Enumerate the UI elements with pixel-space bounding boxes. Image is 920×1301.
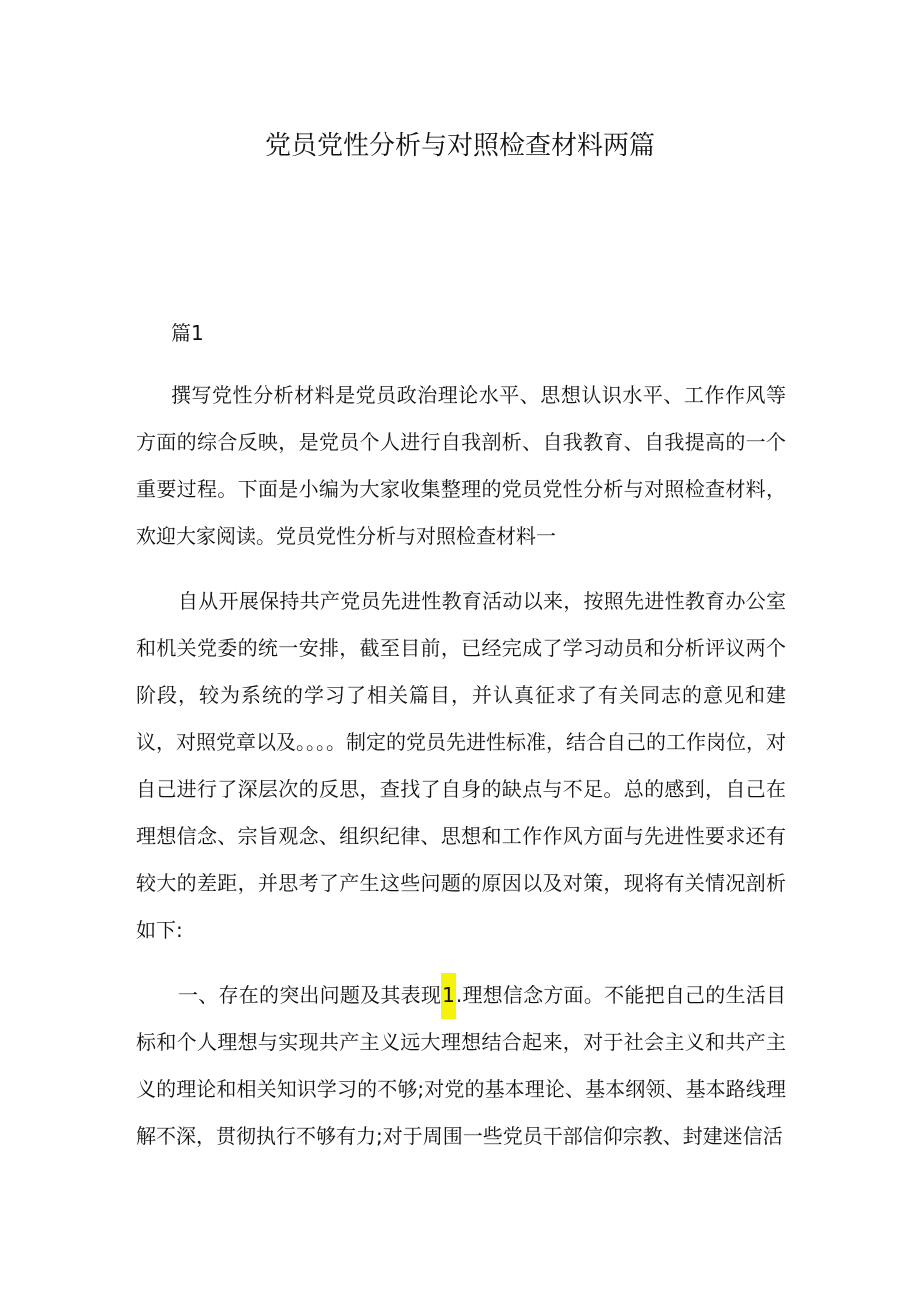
paragraph-problems-body: .理想信念方面。不能把自己的生活目标和个人理想与实现共产主义远大理想结合起来，对于社会主义和共产主义的理论和相关知识学习的不够;对党的基本理论、基本纲领、基本路线理解不深，贯彻执行不够有力;对于周围一些党员干部信仰宗教、封建迷信活 — [136, 983, 787, 1148]
paragraph-problems-lead: 一、存在的突出问题及其表现 — [178, 983, 442, 1007]
highlighted-text: 1 — [441, 973, 456, 1019]
paragraph-intro: 撰写党性分析材料是党员政治理论水平、思想认识水平、工作作风等方面的综合反映，是党员个人进行自我剖析、自我教育、自我提高的一个重要过程。下面是小编为大家收集整理的党员党性分析与对照检查材料，欢迎大家阅读。党员党性分析与对照检查材料一 — [136, 383, 786, 548]
section-label: 篇1 — [171, 321, 204, 345]
document-title: 党员党性分析与对照检查材料两篇 — [264, 131, 655, 161]
paragraph-self-analysis: 自从开展保持共产党员先进性教育活动以来，按照先进性教育办公室和机关党委的统一安排，截至目前，已经完成了学习动员和分析评议两个阶段，较为系统的学习了相关篇目，并认真征求了有关同志的意见和建议，对照党章以及。。。。制定的党员先进性标准，结合自己的工作岗位，对自己进行了深层次的反思，查找了自身的缺点与不足。总的感到，自己在理想信念、宗旨观念、组织纪律、思想和工作作风方面与先进性要求还有较大的差距，并思考了产生这些问题的原因以及对策，现将有关情况剖析如下: — [136, 589, 786, 942]
paragraph-problems — [136, 972, 786, 1160]
